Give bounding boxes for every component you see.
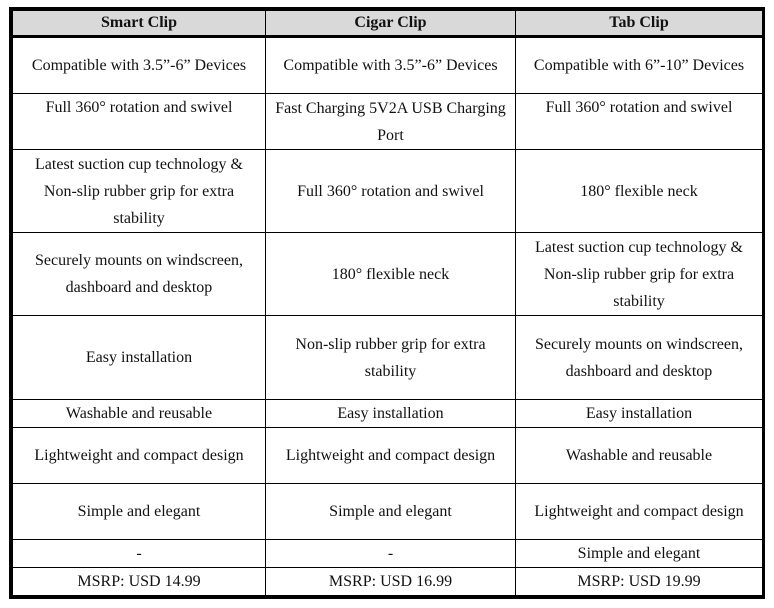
- header-cigar-clip: Cigar Clip: [266, 11, 516, 37]
- table-row: [13, 233, 763, 316]
- table-cell: Easy installation: [13, 316, 266, 399]
- msrp-smart-clip: MSRP: USD 14.99: [13, 567, 266, 595]
- header-smart-clip: Smart Clip: [13, 11, 266, 37]
- table-cell: Simple and elegant: [266, 483, 516, 539]
- table-cell: Full 360° rotation and swivel: [266, 150, 516, 233]
- table-cell: Washable and reusable: [516, 427, 763, 483]
- comparison-table: [12, 10, 763, 596]
- table-cell: Latest suction cup technology & Non-slip rubber grip for extra stability: [516, 233, 763, 316]
- header-tab-clip: Tab Clip: [516, 11, 763, 37]
- table-row: [13, 539, 763, 567]
- table-row: [13, 150, 763, 233]
- table-cell: -: [266, 539, 516, 567]
- table-cell: Compatible with 6”-10” Devices: [516, 37, 763, 94]
- msrp-tab-clip: MSRP: USD 19.99: [516, 567, 763, 595]
- table-cell: 180° flexible neck: [266, 233, 516, 316]
- table-cell: Simple and elegant: [516, 539, 763, 567]
- table-cell: Latest suction cup technology & Non-slip rubber grip for extra stability: [13, 150, 266, 233]
- table-cell: -: [13, 539, 266, 567]
- table-cell: Lightweight and compact design: [266, 427, 516, 483]
- table-cell: Lightweight and compact design: [516, 483, 763, 539]
- table-row: [13, 37, 763, 94]
- table-row: [13, 483, 763, 539]
- table-cell: Full 360° rotation and swivel: [13, 94, 266, 150]
- table-cell: Simple and elegant: [13, 483, 266, 539]
- table-cell: Lightweight and compact design: [13, 427, 266, 483]
- table-cell: Compatible with 3.5”-6” Devices: [13, 37, 266, 94]
- table-cell: Securely mounts on windscreen, dashboard and desktop: [13, 233, 266, 316]
- table-cell: Securely mounts on windscreen, dashboard and desktop: [516, 316, 763, 399]
- table-cell: Compatible with 3.5”-6” Devices: [266, 37, 516, 94]
- table-cell: Easy installation: [266, 399, 516, 427]
- table-row: [13, 567, 763, 595]
- table-cell: Easy installation: [516, 399, 763, 427]
- table-cell: Fast Charging 5V2A USB Charging Port: [266, 94, 516, 150]
- header-row: [13, 11, 763, 37]
- table-row: [13, 94, 763, 150]
- table-cell: 180° flexible neck: [516, 150, 763, 233]
- table-cell: Full 360° rotation and swivel: [516, 94, 763, 150]
- table-row: [13, 427, 763, 483]
- comparison-table-frame: [9, 7, 765, 599]
- table-row: [13, 399, 763, 427]
- table-cell: Washable and reusable: [13, 399, 266, 427]
- table-row: [13, 316, 763, 399]
- table-cell: Non-slip rubber grip for extra stability: [266, 316, 516, 399]
- msrp-cigar-clip: MSRP: USD 16.99: [266, 567, 516, 595]
